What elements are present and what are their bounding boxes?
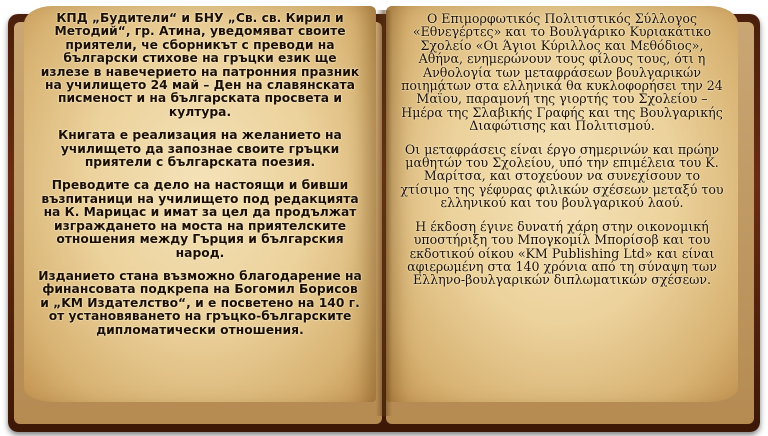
left-page [24, 6, 376, 402]
right-paragraph: Ο Επιμορφωτικός Πολιτιστικός Σύλλογος «Εθνεγέρτες» και το Βουλγάρικο Κυριακάτικο Σχολείο «Οι Άγιοι Κύριλλος και Μεθόδιος», Αθήνα, ενημερώνουν τους φίλους τους, ότι η Ανθολογία των μεταφράσεων βουλγαρικών ποιημάτων στα ελληνικά θα κυκλοφορήσει την 24 Μαΐου, παραμονή της γιορτής του Σχολείου – Ημέρα της Σλαβικής Γραφής και της Βουλγαρικής Διαφώτισης και Πολιτισμού. [401, 11, 723, 134]
right-page [386, 6, 738, 402]
right-page-text [400, 12, 724, 297]
left-paragraph: Преводите са дело на настоящи и бивши възпитаници на училището под редакцията на К. Марицас и имат за цел да продължат изграждането на моста на приятелските отношения между Гърция и българския народ. [41, 178, 359, 260]
left-paragraph: Книгата е реализация на желанието на училището да запознае своите гръцки приятели с българската поезия. [58, 128, 342, 170]
right-paragraph: Οι μεταφράσεις είναι έργο σημερινών και πρώην μαθητών του Σχολείου, υπό την επιμέλεια του Κ. Μαρίτσα, και στοχεύουν να συνεχίσουν το χτίσιμο της γέφυρας φιλικών σχέσεων μεταξύ του ελληνικού και του βουλγαρικού λαού. [400, 141, 724, 211]
right-paragraph: Η έκδοση έγινε δυνατή χάρη στην οικονομική υποστήριξη του Μπογκομίλ Μπορίσοβ και του εκδοτικού οίκου «KM Publishing Ltd» και είναι αφιερωμένη στα 140 χρόνια από τη σύναψη των Ελληνο-βουλγαρικών διπλωματικών σχέσεων. [407, 218, 717, 288]
book-spine [376, 10, 392, 416]
left-paragraph: Изданието стана възможно благодарение на финансовата подкрепа на Богомил Борисов и „KM Издателство“, и е посветено на 140 г. от установяването на гръцко-българските дипломатически отношения. [38, 268, 362, 337]
left-paragraph: КПД „Будители“ и БНУ „Св. св. Кирил и Методий“, гр. Атина, уведомяват своите приятели, че сборникът с преводи на български стихове на гръцки език ще излезе в навечерието на патронния празник на училището 24 май – Ден на славянската писменост и на българската просвета и култура. [40, 11, 360, 119]
left-page-text [38, 12, 362, 347]
